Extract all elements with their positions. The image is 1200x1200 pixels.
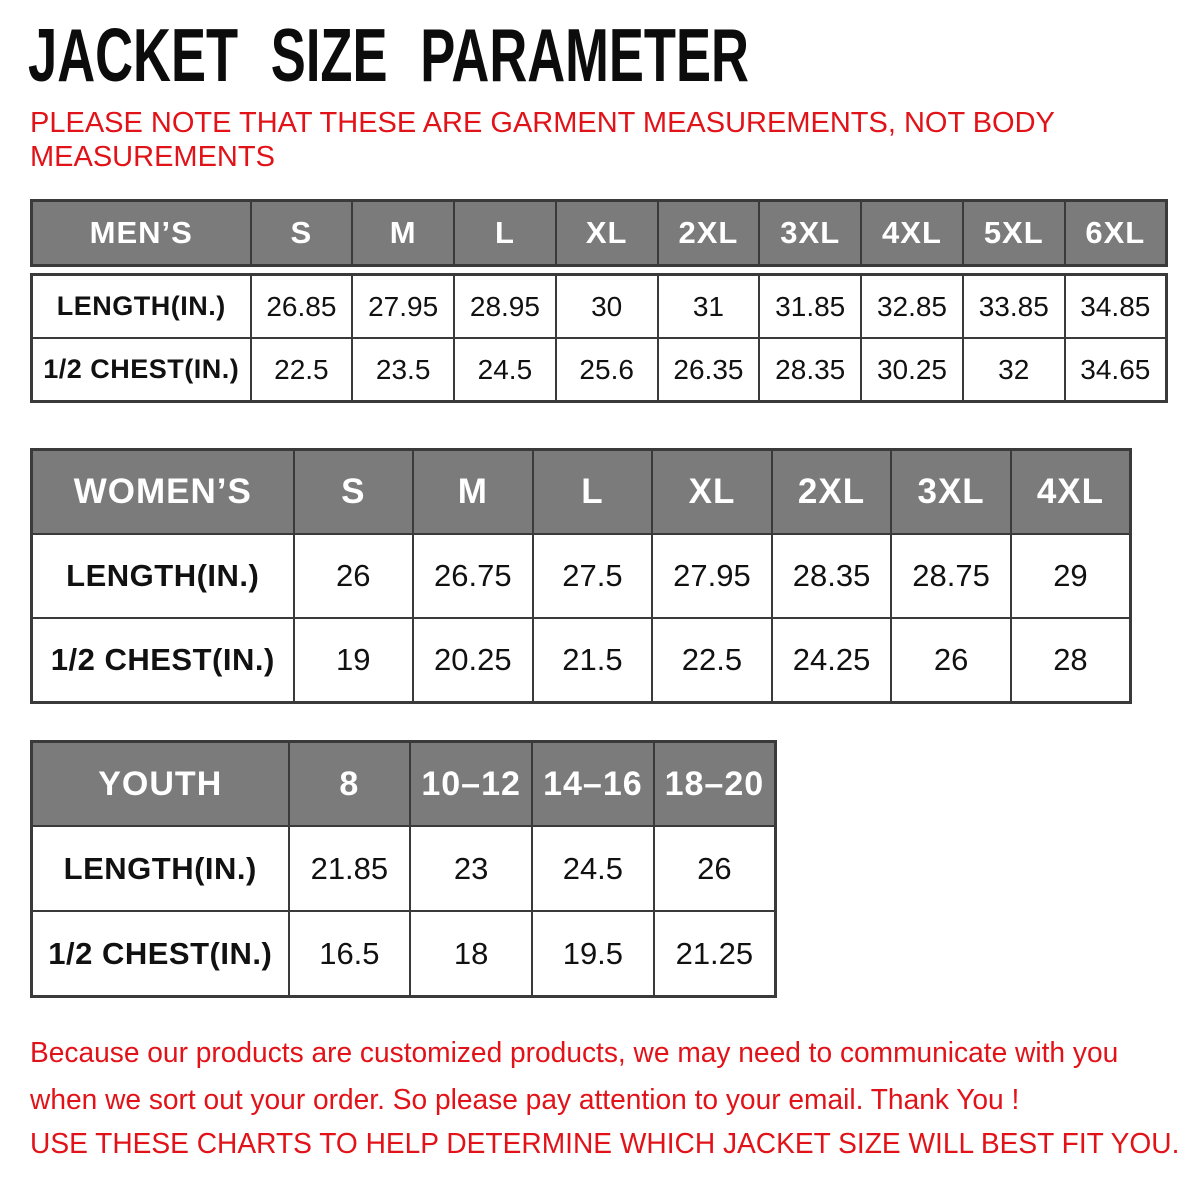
size-header-cell: 3XL xyxy=(891,450,1011,535)
size-header-cell: 10–12 xyxy=(410,742,532,827)
measurement-value: 31.85 xyxy=(759,275,861,339)
size-header-cell: XL xyxy=(652,450,772,535)
mens-size-table-body xyxy=(30,273,1168,403)
measurement-value: 27.5 xyxy=(533,534,653,618)
size-header-cell: 18–20 xyxy=(654,742,776,827)
measurement-label: 1/2 CHEST(IN.) xyxy=(32,618,294,703)
measurement-value: 27.95 xyxy=(352,275,454,339)
customization-notice-line-2: when we sort out your order. So please pay attention to your email. Thank You ! xyxy=(30,1084,1020,1116)
measurement-value: 28.95 xyxy=(454,275,556,339)
customization-notice xyxy=(30,1030,1118,1124)
measurement-label: LENGTH(IN.) xyxy=(32,534,294,618)
size-header-cell: 4XL xyxy=(861,201,963,266)
measurement-value: 24.25 xyxy=(772,618,892,703)
measurement-value: 16.5 xyxy=(289,911,411,997)
measurement-value: 26 xyxy=(294,534,414,618)
measurement-value: 34.85 xyxy=(1065,275,1167,339)
size-header-cell: 3XL xyxy=(759,201,861,266)
measurement-value: 22.5 xyxy=(251,338,353,402)
size-header-cell: 14–16 xyxy=(532,742,654,827)
measurement-value: 18 xyxy=(410,911,532,997)
youth-size-table-grid xyxy=(30,740,777,998)
womens-size-table xyxy=(30,448,1132,704)
table-row xyxy=(32,338,1167,402)
measurement-label: LENGTH(IN.) xyxy=(32,826,289,911)
size-header-cell: XL xyxy=(556,201,658,266)
size-header-cell: L xyxy=(533,450,653,535)
measurement-value: 32 xyxy=(963,338,1065,402)
measurement-value: 21.5 xyxy=(533,618,653,703)
size-header-cell: S xyxy=(251,201,353,266)
measurement-value: 28.75 xyxy=(891,534,1011,618)
measurement-value: 19.5 xyxy=(532,911,654,997)
measurement-value: 24.5 xyxy=(532,826,654,911)
measurement-label: 1/2 CHEST(IN.) xyxy=(32,338,251,402)
note-line-1: PLEASE NOTE THAT THESE ARE GARMENT MEASUREMENTS, NOT BODY xyxy=(30,107,1055,139)
measurement-value: 26.75 xyxy=(413,534,533,618)
size-header-cell: M xyxy=(413,450,533,535)
measurement-value: 22.5 xyxy=(652,618,772,703)
size-header-cell: 4XL xyxy=(1011,450,1131,535)
measurement-value: 31 xyxy=(658,275,760,339)
size-header-cell: 6XL xyxy=(1065,201,1167,266)
table-row xyxy=(32,911,776,997)
table-row xyxy=(32,618,1131,703)
measurement-value: 23.5 xyxy=(352,338,454,402)
size-header-cell: 2XL xyxy=(658,201,760,266)
garment-measurements-note xyxy=(30,106,1055,174)
measurement-value: 26 xyxy=(654,826,776,911)
measurement-value: 28.35 xyxy=(772,534,892,618)
table-row xyxy=(32,534,1131,618)
measurement-value: 29 xyxy=(1011,534,1131,618)
measurement-value: 32.85 xyxy=(861,275,963,339)
measurement-value: 23 xyxy=(410,826,532,911)
measurement-value: 26.35 xyxy=(658,338,760,402)
measurement-value: 26 xyxy=(891,618,1011,703)
size-header-cell: M xyxy=(352,201,454,266)
size-header-cell: L xyxy=(454,201,556,266)
size-header-cell: 5XL xyxy=(963,201,1065,266)
womens-size-table-grid xyxy=(30,448,1132,704)
mens-size-table xyxy=(30,199,1168,403)
table-title-cell: WOMEN’S xyxy=(32,450,294,535)
table-row xyxy=(32,826,776,911)
measurement-value: 28 xyxy=(1011,618,1131,703)
fit-advice-text: USE THESE CHARTS TO HELP DETERMINE WHICH JACKET SIZE WILL BEST FIT YOU. xyxy=(30,1128,1180,1160)
youth-size-table xyxy=(30,740,777,998)
measurement-value: 26.85 xyxy=(251,275,353,339)
size-header-cell: S xyxy=(294,450,414,535)
measurement-value: 30 xyxy=(556,275,658,339)
measurement-value: 30.25 xyxy=(861,338,963,402)
measurement-label: 1/2 CHEST(IN.) xyxy=(32,911,289,997)
measurement-value: 28.35 xyxy=(759,338,861,402)
measurement-value: 21.85 xyxy=(289,826,411,911)
mens-size-table-header xyxy=(30,199,1168,267)
measurement-value: 24.5 xyxy=(454,338,556,402)
page-title-text: JACKET SIZE PARAMETER xyxy=(28,13,749,97)
page-title xyxy=(28,13,1058,97)
customization-notice-line-1: Because our products are customized products, we may need to communicate with you xyxy=(30,1037,1119,1069)
measurement-value: 33.85 xyxy=(963,275,1065,339)
measurement-value: 25.6 xyxy=(556,338,658,402)
measurement-value: 19 xyxy=(294,618,414,703)
table-title-cell: YOUTH xyxy=(32,742,289,827)
measurement-value: 34.65 xyxy=(1065,338,1167,402)
measurement-value: 21.25 xyxy=(654,911,776,997)
table-row xyxy=(32,275,1167,339)
measurement-label: LENGTH(IN.) xyxy=(32,275,251,339)
size-header-cell: 2XL xyxy=(772,450,892,535)
measurement-value: 27.95 xyxy=(652,534,772,618)
table-title-cell: MEN’S xyxy=(32,201,251,266)
note-line-2: MEASUREMENTS xyxy=(30,141,275,173)
size-header-cell: 8 xyxy=(289,742,411,827)
measurement-value: 20.25 xyxy=(413,618,533,703)
